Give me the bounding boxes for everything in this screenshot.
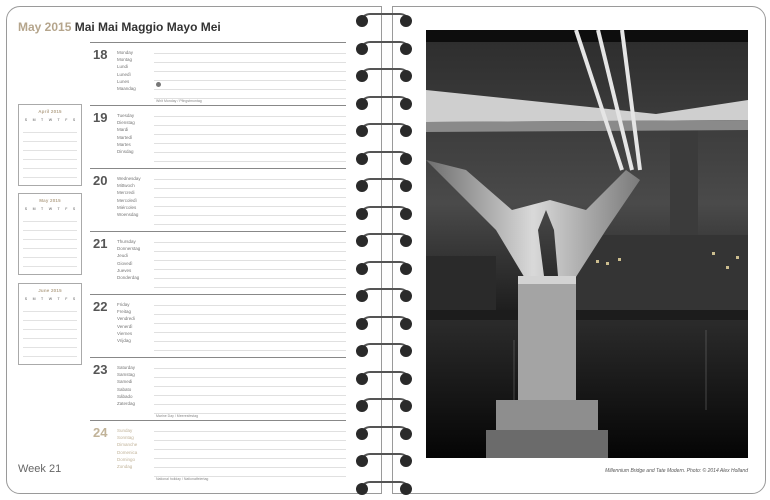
mini-calendar-grid	[23, 213, 77, 267]
binding-ring	[352, 179, 418, 193]
writing-line	[154, 413, 346, 414]
writing-line	[154, 71, 346, 72]
writing-line	[154, 152, 346, 153]
writing-line	[154, 440, 346, 441]
writing-line	[154, 215, 346, 216]
binding-ring	[352, 42, 418, 56]
ring-hole-icon	[400, 43, 412, 55]
day-thursday[interactable]	[90, 231, 346, 295]
binding-ring	[352, 454, 418, 468]
ring-hole-icon	[400, 455, 412, 467]
ring-hole-icon	[400, 290, 412, 302]
month-title: May 2015	[18, 20, 72, 34]
ring-hole-icon	[400, 98, 412, 110]
writing-line	[154, 260, 346, 261]
ring-hole-icon	[400, 318, 412, 330]
day-number: 19	[93, 110, 108, 125]
day-tuesday[interactable]	[90, 105, 346, 169]
writing-line	[154, 449, 346, 450]
mini-calendar-weekdays: S M T W T F S	[24, 118, 76, 122]
binding-ring	[352, 262, 418, 276]
ring-hole-icon	[356, 428, 368, 440]
writing-line	[154, 404, 346, 405]
writing-line	[154, 458, 346, 459]
ring-hole-icon	[400, 345, 412, 357]
moon-phase-icon	[156, 82, 161, 87]
writing-line	[154, 188, 346, 189]
writing-line	[154, 242, 346, 243]
ring-hole-icon	[356, 153, 368, 165]
day-names: Sunday Sonntag Dimanche Domenica Domingo Zondag	[117, 428, 138, 470]
writing-line	[154, 350, 346, 351]
bridge-photo-illustration	[426, 30, 748, 458]
ring-hole-icon	[400, 208, 412, 220]
photo-caption: Millennium Bridge and Tate Modern. Photo: © 2014 Alex Holland	[605, 468, 748, 474]
binding-ring	[352, 399, 418, 413]
binding-ring	[352, 124, 418, 138]
ring-hole-icon	[356, 125, 368, 137]
day-names: Monday Montag Lundi Lunedì Lunes Maandag	[117, 50, 136, 92]
writing-line	[154, 197, 346, 198]
day-friday[interactable]	[90, 294, 346, 358]
ring-hole-icon	[356, 180, 368, 192]
day-monday[interactable]	[90, 42, 346, 106]
writing-line	[154, 80, 346, 81]
writing-line	[154, 386, 346, 387]
day-note: National holiday / Nationalfeiertag	[156, 477, 209, 481]
binding-ring	[352, 152, 418, 166]
day-sunday[interactable]	[90, 420, 346, 484]
day-number: 24	[93, 425, 108, 440]
ring-hole-icon	[400, 400, 412, 412]
writing-line	[154, 116, 346, 117]
day-number: 20	[93, 173, 108, 188]
binding-ring	[352, 482, 418, 496]
writing-line	[154, 377, 346, 378]
ring-hole-icon	[400, 235, 412, 247]
ring-hole-icon	[356, 263, 368, 275]
day-note: Marine Day / Meeresfestag	[156, 414, 199, 418]
ring-hole-icon	[356, 43, 368, 55]
ring-hole-icon	[400, 373, 412, 385]
binding-ring	[352, 427, 418, 441]
ring-hole-icon	[356, 483, 368, 495]
mini-calendar-title: April 2015	[38, 109, 62, 114]
ring-hole-icon	[356, 455, 368, 467]
mini-calendar-title: May 2015	[39, 198, 61, 203]
day-wednesday[interactable]	[90, 168, 346, 232]
binding-ring	[352, 14, 418, 28]
binding-ring	[352, 372, 418, 386]
ring-hole-icon	[356, 70, 368, 82]
writing-line	[154, 143, 346, 144]
spiral-binding	[352, 10, 418, 490]
writing-line	[154, 323, 346, 324]
writing-line	[154, 314, 346, 315]
writing-line	[154, 134, 346, 135]
ring-hole-icon	[356, 400, 368, 412]
day-names: Tuesday Dienstag Mardi Martedì Martes Dinsdag	[117, 113, 135, 155]
ring-hole-icon	[400, 125, 412, 137]
binding-ring	[352, 97, 418, 111]
writing-line	[154, 305, 346, 306]
binding-ring	[352, 234, 418, 248]
ring-hole-icon	[400, 180, 412, 192]
writing-line	[154, 206, 346, 207]
mini-calendar-grid	[23, 124, 77, 178]
ring-hole-icon	[400, 263, 412, 275]
writing-line	[154, 98, 346, 99]
day-saturday[interactable]	[90, 357, 346, 421]
ring-hole-icon	[356, 290, 368, 302]
writing-line	[154, 179, 346, 180]
ring-hole-icon	[400, 153, 412, 165]
writing-line	[154, 341, 346, 342]
binding-ring	[352, 289, 418, 303]
binding-ring	[352, 207, 418, 221]
day-names: Thursday Donnerstag Jeudi Giovedì Jueves Donderdag	[117, 239, 141, 281]
day-names: Wednesday Mittwoch Mercredi Mercoledì Miércoles Woensdag	[117, 176, 141, 218]
week-label: Week 21	[18, 463, 62, 475]
writing-line	[154, 287, 346, 288]
writing-line	[154, 395, 346, 396]
writing-line	[154, 332, 346, 333]
ring-hole-icon	[356, 373, 368, 385]
day-number: 22	[93, 299, 108, 314]
ring-hole-icon	[356, 235, 368, 247]
ring-hole-icon	[356, 345, 368, 357]
writing-line	[154, 278, 346, 279]
month-header	[18, 20, 221, 34]
day-names: Friday Freitag Vendredi Venerdì Viernes Vrijdag	[117, 302, 135, 344]
ring-hole-icon	[400, 428, 412, 440]
writing-line	[154, 431, 346, 432]
ring-hole-icon	[356, 98, 368, 110]
mini-calendar-weekdays: S M T W T F S	[24, 207, 76, 211]
writing-line	[154, 467, 346, 468]
calendar-photo	[426, 30, 748, 458]
day-number: 18	[93, 47, 108, 62]
day-note: Whit Monday / Pfingstmontag	[156, 99, 202, 103]
ring-hole-icon	[356, 208, 368, 220]
mini-calendar-title: June 2015	[38, 288, 62, 293]
mini-calendar-grid	[23, 303, 77, 357]
mini-calendar-april	[18, 104, 82, 186]
mini-calendar-may	[18, 193, 82, 275]
writing-line	[154, 62, 346, 63]
day-number: 23	[93, 362, 108, 377]
writing-line	[154, 224, 346, 225]
binding-ring	[352, 69, 418, 83]
binding-ring	[352, 344, 418, 358]
day-number: 21	[93, 236, 108, 251]
day-names: Saturday Samstag Samedi Sabato Sábado Zaterdag	[117, 365, 136, 407]
mini-calendar-weekdays: S M T W T F S	[24, 297, 76, 301]
binding-ring	[352, 317, 418, 331]
writing-line	[154, 161, 346, 162]
writing-line	[154, 125, 346, 126]
ring-hole-icon	[356, 15, 368, 27]
month-translations: Mai Mai Maggio Mayo Mei	[74, 20, 221, 34]
ring-hole-icon	[400, 483, 412, 495]
writing-line	[154, 476, 346, 477]
writing-line	[154, 251, 346, 252]
ring-hole-icon	[400, 15, 412, 27]
ring-hole-icon	[356, 318, 368, 330]
ring-hole-icon	[400, 70, 412, 82]
writing-line	[154, 89, 346, 90]
writing-line	[154, 368, 346, 369]
writing-line	[154, 53, 346, 54]
mini-calendar-june	[18, 283, 82, 365]
writing-line	[154, 269, 346, 270]
